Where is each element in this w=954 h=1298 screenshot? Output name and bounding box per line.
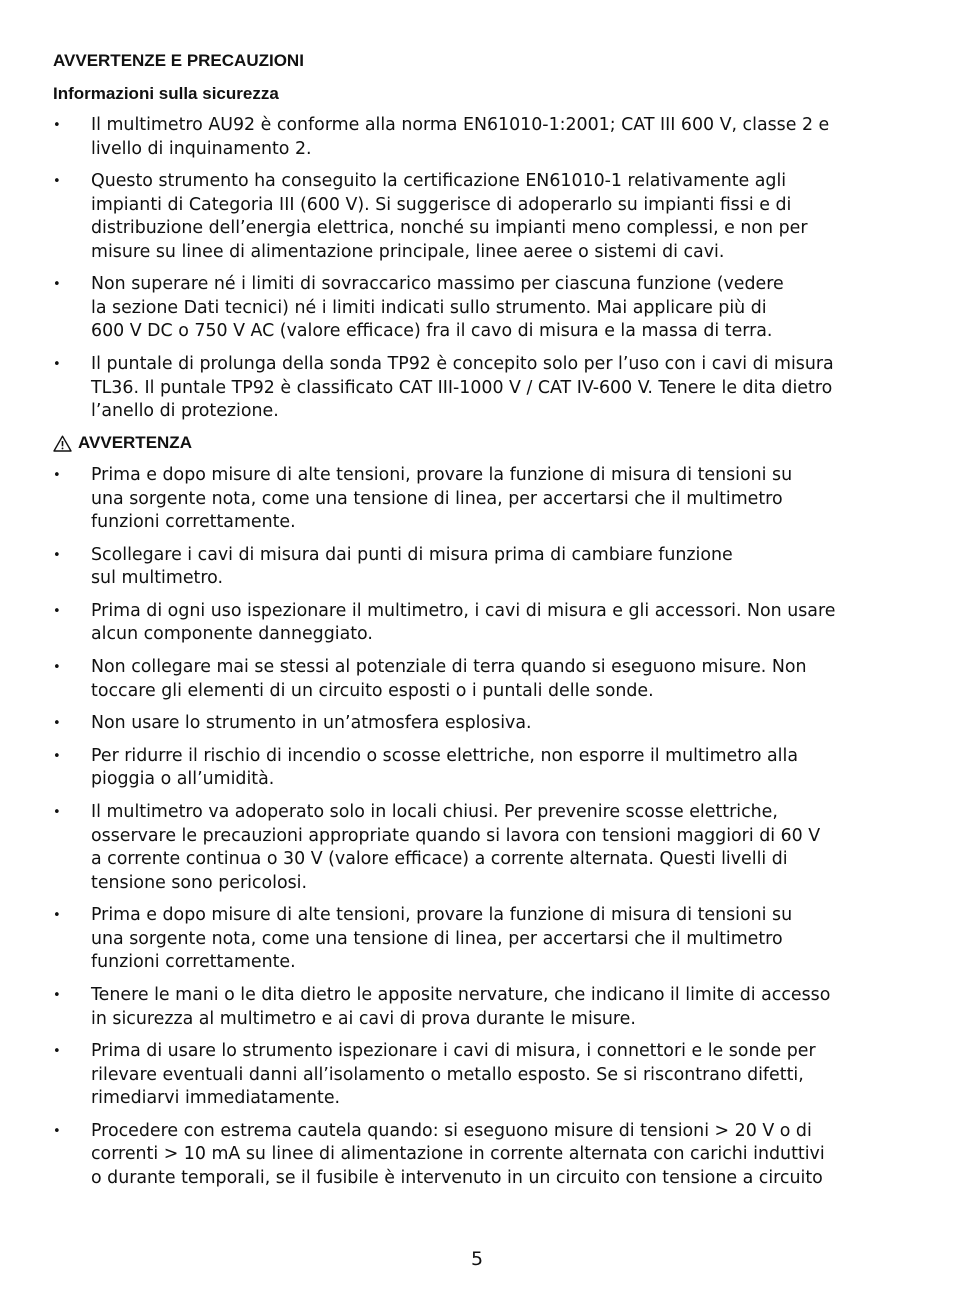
list-item bbox=[53, 984, 913, 1031]
list-item-text: Non collegare mai se stessi al potenziale di terra quando si eseguono misure. Non toccare gli elementi di un circuito esposti o i puntali delle sonde. bbox=[91, 657, 807, 701]
bullet: • bbox=[53, 805, 61, 821]
bullet: • bbox=[53, 1123, 61, 1139]
bullet: • bbox=[53, 174, 61, 190]
bullet: • bbox=[53, 988, 61, 1003]
bullet: • bbox=[53, 357, 61, 373]
bullet: • bbox=[53, 908, 61, 924]
bullet: • bbox=[53, 468, 61, 483]
list-item-text: Prima di usare lo strumento ispezionare i cavi di misura, i connettori e le sonde per rilevare eventuali danni all’isolamento o metallo esposto. Se si riscontrano difetti, rimediarvi immediatamente. bbox=[91, 1041, 816, 1109]
safety-info-list bbox=[53, 114, 913, 433]
list-item bbox=[53, 904, 913, 975]
list-item-text: Prima di ogni uso ispezionare il multimetro, i cavi di misura e gli accessori. Non usare alcun componente danneggiato. bbox=[91, 600, 836, 645]
list-item bbox=[53, 170, 913, 264]
list-item bbox=[53, 544, 913, 591]
list-item-text: Questo strumento ha conseguito la certificazione EN61010-1 relativamente agli impianti di Categoria III (600 V). Si suggerisce di adoperarlo su impianti fissi e di distribuzione dell’energia elettrica, nonché su impianti meno complessi, e non per misure su linee di alimentazione principale, linee aeree o sistemi di cavi. bbox=[91, 171, 808, 262]
list-item bbox=[53, 600, 913, 647]
subsection-title: Informazioni sulla sicurezza bbox=[53, 84, 279, 103]
list-item-text: Per ridurre il rischio di incendio o scosse elettriche, non esporre il multimetro alla pioggia o all’umidità. bbox=[91, 745, 798, 790]
list-item bbox=[53, 745, 913, 792]
list-item bbox=[53, 273, 913, 344]
list-item bbox=[53, 114, 913, 161]
bullet: • bbox=[53, 118, 61, 133]
list-item-text: Prima e dopo misure di alte tensioni, provare la funzione di misura di tensioni su una sorgente nota, come una tensione di linea, per accertarsi che il multimetro funzioni correttamente. bbox=[91, 465, 793, 532]
warning-heading bbox=[53, 433, 192, 453]
warning-triangle-icon bbox=[53, 435, 72, 452]
list-item bbox=[53, 712, 913, 736]
bullet: • bbox=[53, 547, 61, 563]
list-item bbox=[53, 656, 913, 703]
section-title: AVVERTENZE E PRECAUZIONI bbox=[53, 51, 304, 70]
list-item bbox=[53, 1120, 913, 1191]
list-item bbox=[53, 801, 913, 895]
list-item-text: Il multimetro AU92 è conforme alla norma EN61010-1:2001; CAT III 600 V, classe 2 e livello di inquinamento 2. bbox=[91, 115, 830, 159]
bullet: • bbox=[53, 1044, 61, 1060]
list-item-text: Procedere con estrema cautela quando: si eseguono misure di tensioni > 20 V o di correnti > 10 mA su linee di alimentazione in corrente alternata con carichi induttivi o durante temporali, se il fusibile è intervenuto in un circuito con tensione a circuito bbox=[91, 1120, 825, 1188]
list-item bbox=[53, 1040, 913, 1111]
bullet: • bbox=[53, 603, 61, 619]
list-item-text: Tenere le mani o le dita dietro le apposite nervature, che indicano il limite di accesso in sicurezza al multimetro e ai cavi di prova durante le misure. bbox=[91, 985, 831, 1029]
bullet: • bbox=[53, 748, 61, 764]
list-item-text: Non usare lo strumento in un’atmosfera esplosiva. bbox=[91, 713, 532, 734]
warning-title: AVVERTENZA bbox=[78, 433, 192, 452]
list-item-text: Il multimetro va adoperato solo in locali chiusi. Per prevenire scosse elettriche, osservare le precauzioni appropriate quando si lavora con tensioni maggiori di 60 V a corrente continua o 30 V (valore efficace) a corrente alternata. Questi livelli di tensione sono pericolosi. bbox=[91, 802, 821, 893]
bullet: • bbox=[53, 277, 61, 293]
list-item-text: Prima e dopo misure di alte tensioni, provare la funzione di misura di tensioni su una sorgente nota, come una tensione di linea, per accertarsi che il multimetro funzioni correttamente. bbox=[91, 905, 793, 973]
bullet: • bbox=[53, 660, 61, 676]
list-item bbox=[53, 353, 913, 424]
list-item-text: Non superare né i limiti di sovraccarico massimo per ciascuna funzione (vedere la sezione Dati tecnici) né i limiti indicati sullo strumento. Mai applicare più di 600 V DC o 750 V AC (valore efficace) fra il cavo di misura e la massa di terra. bbox=[91, 274, 784, 342]
bullet: • bbox=[53, 716, 61, 732]
page-number: 5 bbox=[470, 1248, 484, 1270]
list-item-text: Il puntale di prolunga della sonda TP92 è concepito solo per l’uso con i cavi di misura TL36. Il puntale TP92 è classificato CAT III-1000 V / CAT IV-600 V. Tenere le dita dietro l’anello di protezione. bbox=[91, 354, 834, 422]
list-item bbox=[53, 464, 913, 535]
warning-list bbox=[53, 464, 913, 1200]
list-item-text: Scollegare i cavi di misura dai punti di misura prima di cambiare funzione sul multimetro. bbox=[91, 544, 733, 589]
